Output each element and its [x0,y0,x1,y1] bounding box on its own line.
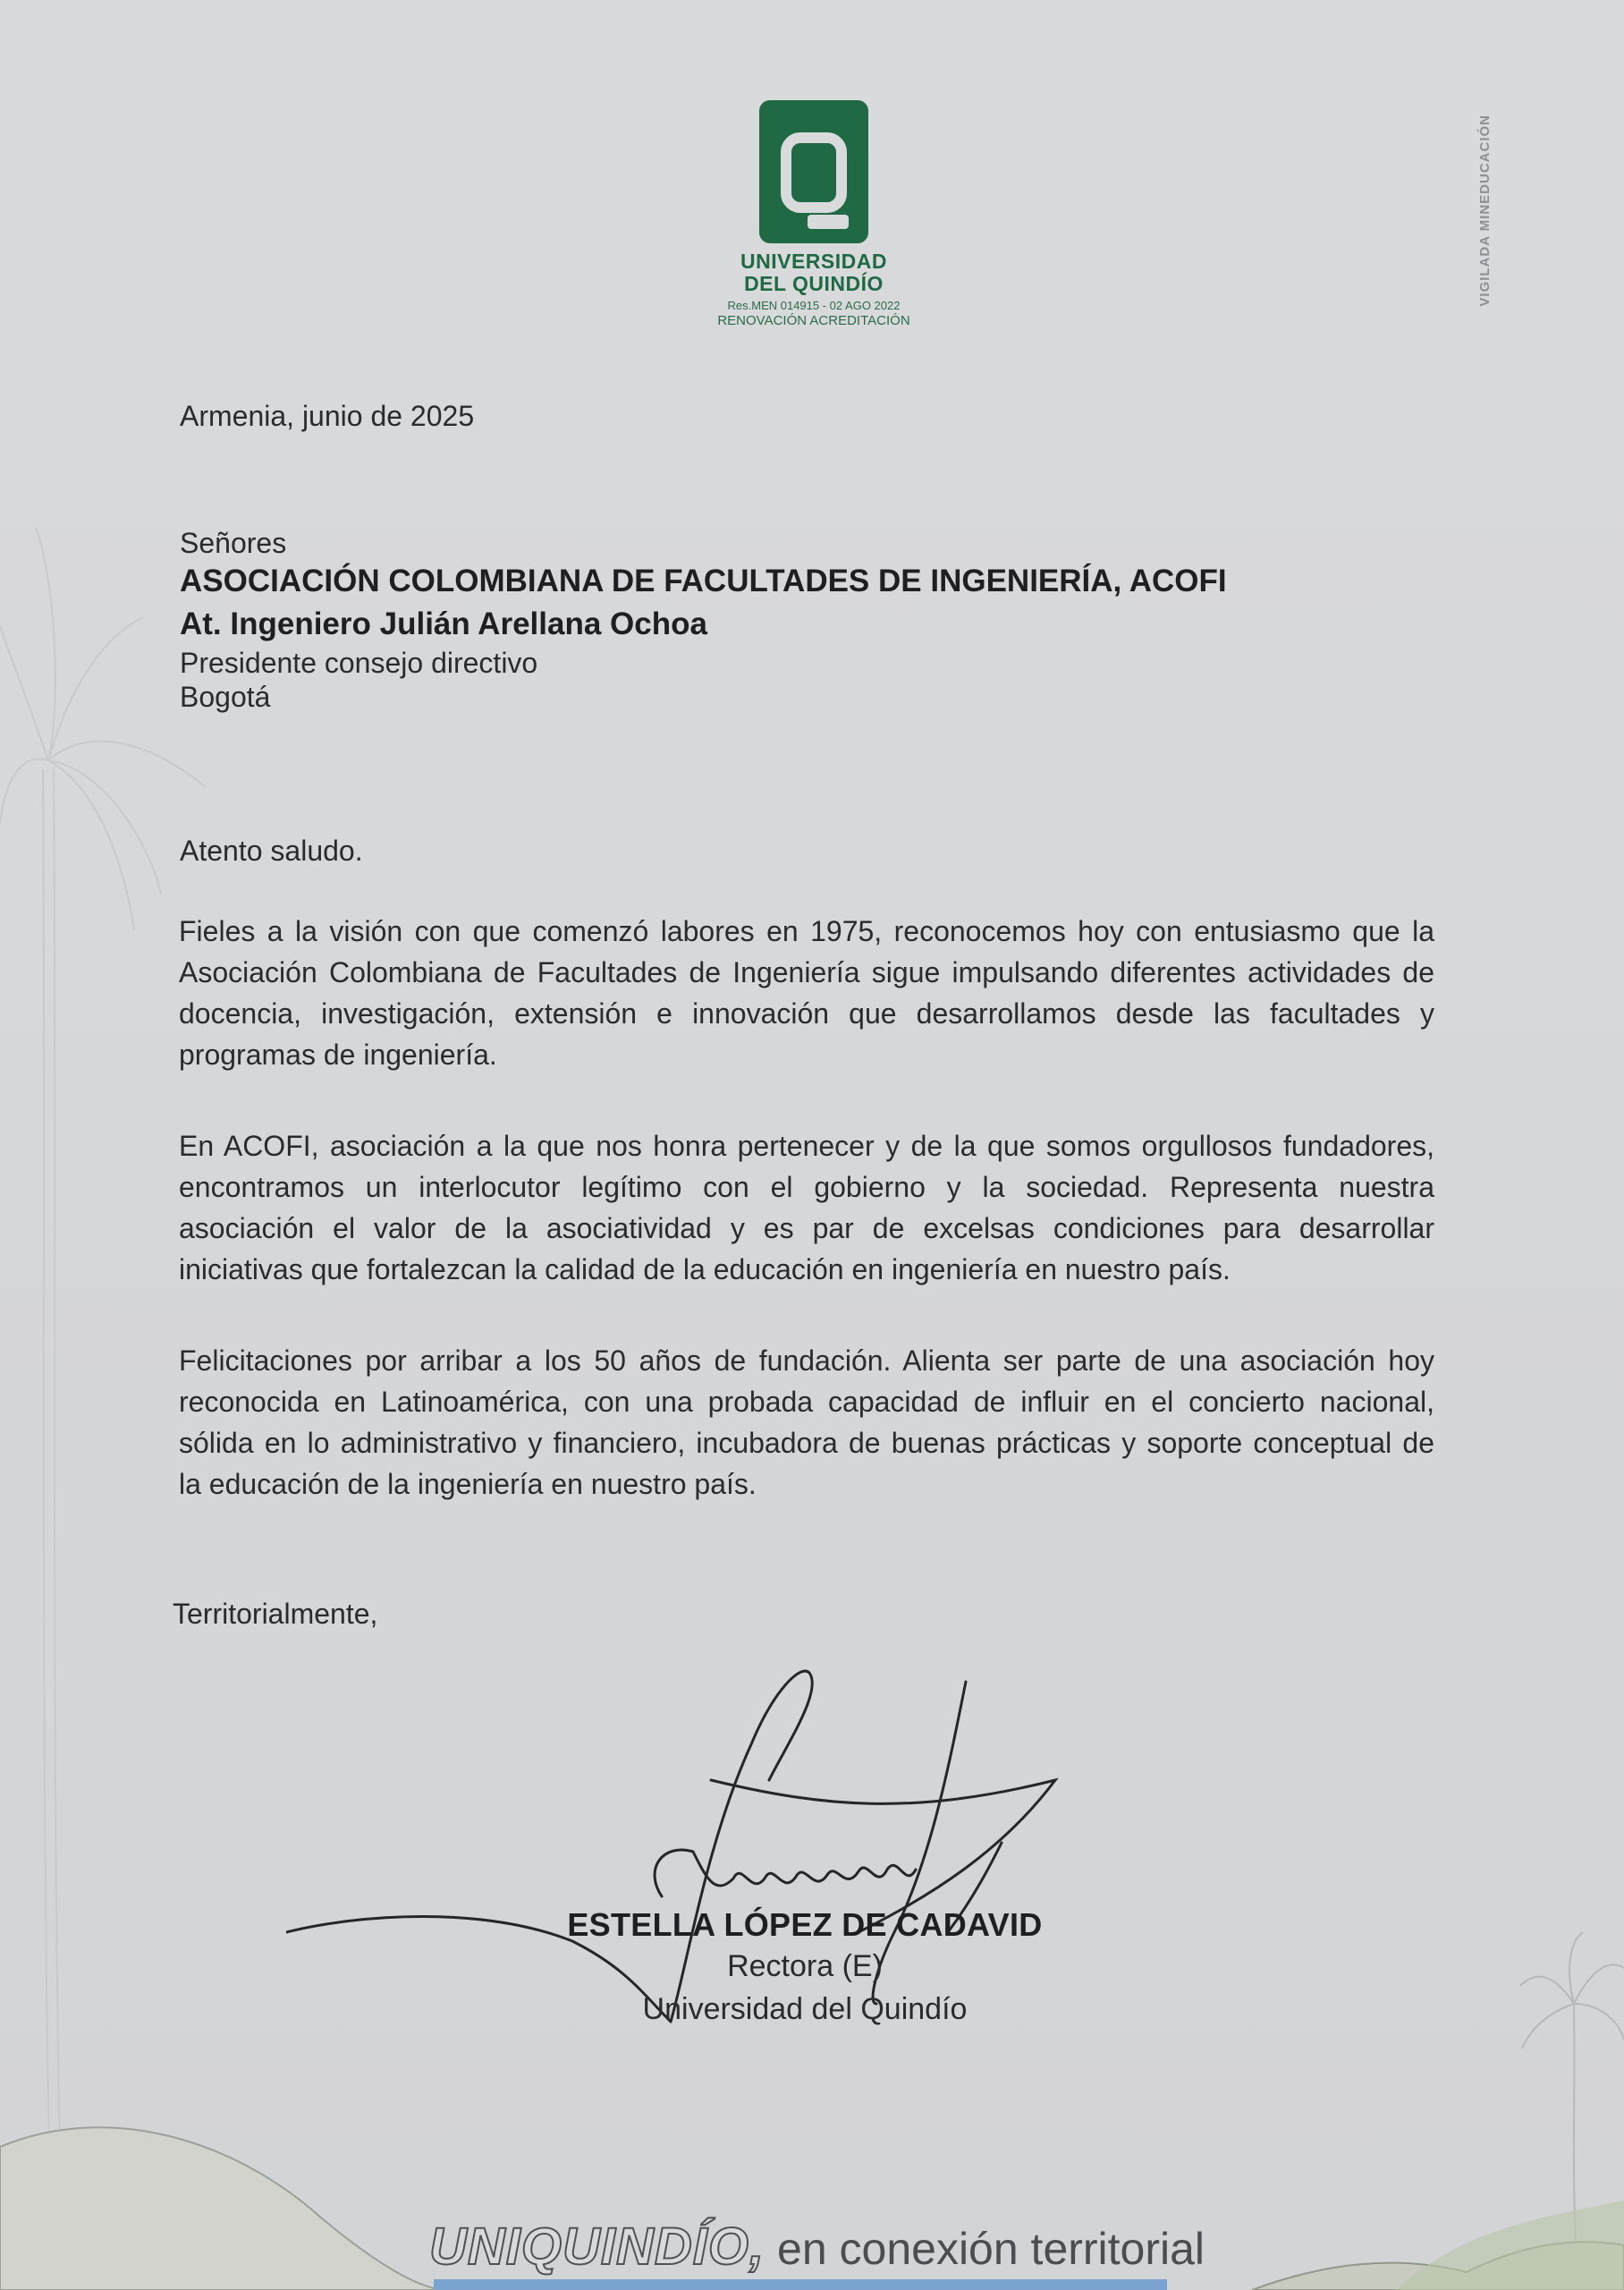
recipient-organization: ASOCIACIÓN COLOMBIANA DE FACULTADES DE INGENIERÍA, ACOFI [180,564,1227,598]
university-name: UNIVERSIDAD DEL QUINDÍO [740,250,887,295]
accreditation-resolution: Res.MEN 014915 - 02 AGO 2022 [727,299,901,312]
footer-color-bar [434,2279,1167,2290]
signatory-name: ESTELLA LÓPEZ DE CADAVID [567,1906,1043,1943]
recipient-city: Bogotá [180,681,271,713]
university-emblem-icon [759,100,868,243]
vigilada-label: VIGILADA MINEDUCACIÓN [1477,114,1493,307]
body-paragraph: Felicitaciones por arribar a los 50 años de fundación. Alienta ser parte de una asociación hoy reconocida en Latinoamérica, con una probada capacidad de influir en el concierto nacional, sólida en lo administrativo y financiero, incubadora de buenas prácticas y soporte conceptual de la educación de la ingeniería en nuestro país. [179,1344,1434,1500]
signature-block [554,1905,1055,2031]
greeting: Atento saludo. [180,835,363,867]
footer-brand: UNIQUINDÍO, [429,2218,765,2276]
footer-slogan [429,2217,1205,2277]
recipient-position: Presidente consejo directivo [180,647,538,679]
body-paragraph: Fieles a la visión con que comenzó labores en 1975, reconocemos hoy con entusiasmo que la Asociación Colombiana de Facultades de Ingeniería sigue impulsando diferentes actividades de docencia, investigación, extensión e innovación que desarrollamos desde las facultades y programas de ingeniería. [179,915,1434,1071]
recipient-attention: At. Ingeniero Julián Arellana Ochoa [180,606,707,641]
signatory-role: Rectora (E) [727,1949,883,1983]
footer-tagline: en conexión territorial [765,2224,1205,2274]
recipient-block [180,526,1227,714]
recipient-salutation: Señores [180,527,287,559]
signatory-institution: Universidad del Quindío [642,1992,968,2026]
accreditation-label: RENOVACIÓN ACREDITACIÓN [717,313,910,328]
closing-phrase: Territorialmente, [173,1598,378,1630]
body-paragraph: En ACOFI, asociación a la que nos honra pertenecer y de la que somos orgullosos fundadores, encontramos un interlocutor legítimo con el gobierno y la sociedad. Representa nuestra asociación el valor de la asociatividad y es par de excelsas condiciones para desarrollar iniciativas que fortalezcan la calidad de la educación en ingeniería en nuestro país. [179,1130,1434,1285]
letter-date: Armenia, junio de 2025 [180,400,475,432]
university-logo [680,100,948,328]
